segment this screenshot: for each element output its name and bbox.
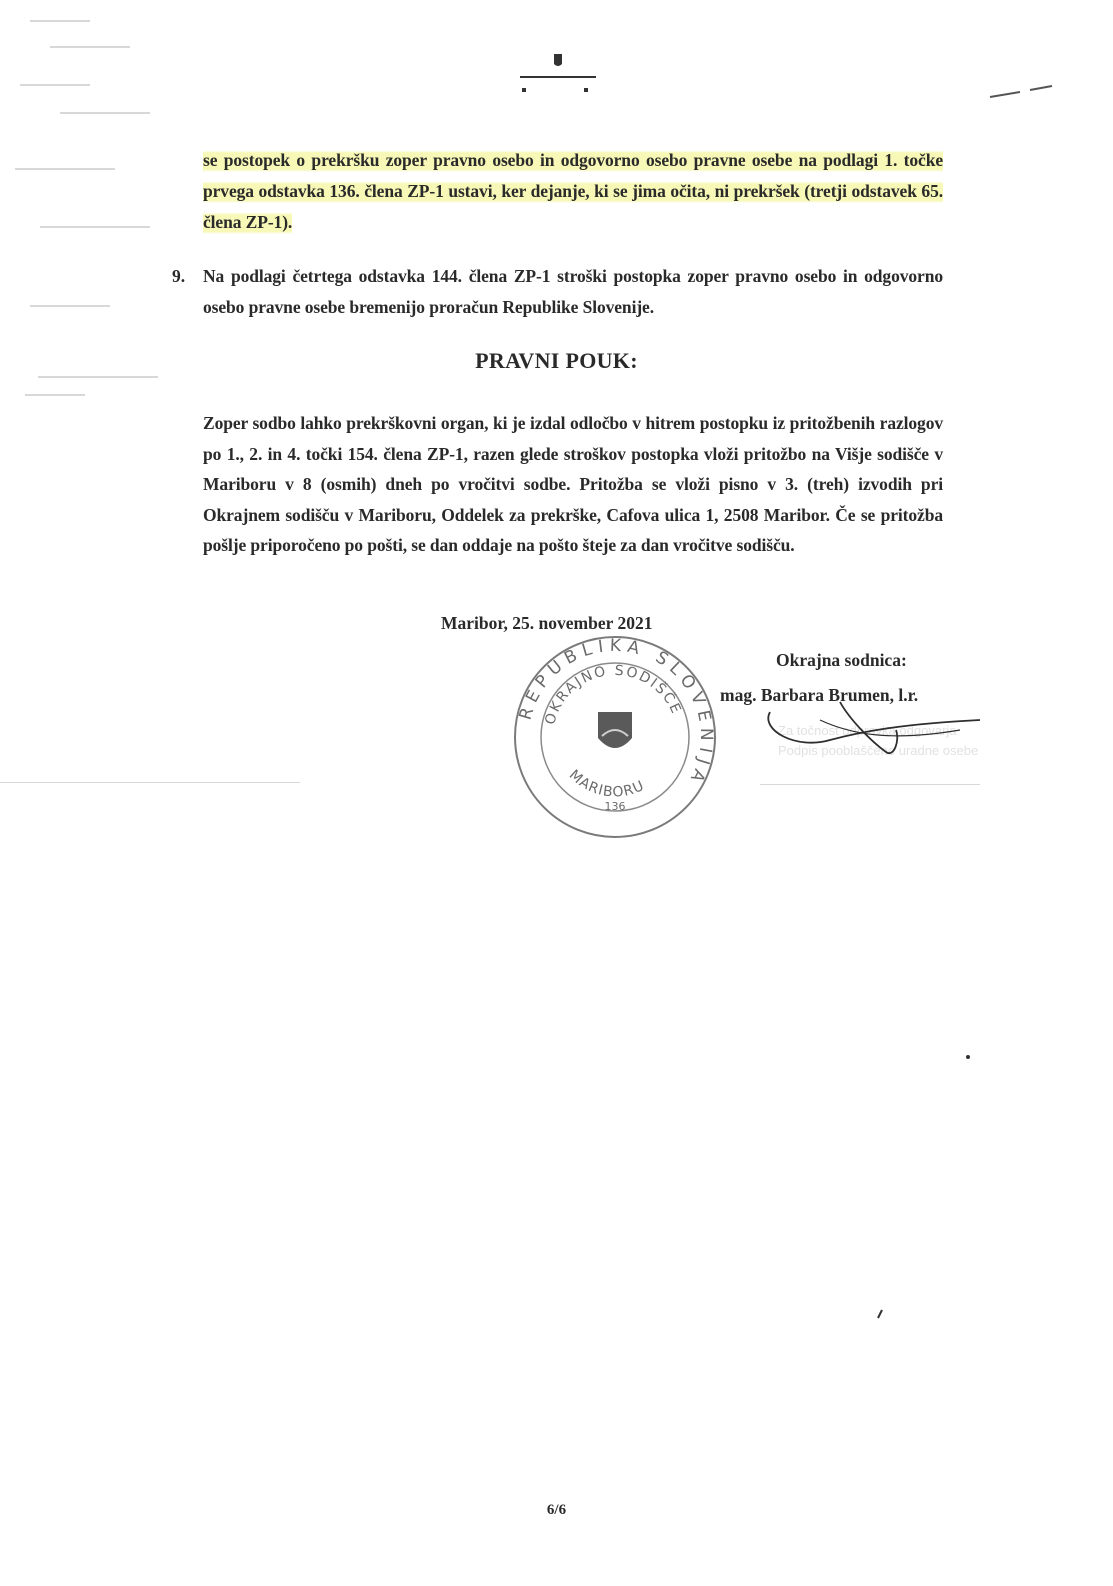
coat-of-arms-icon	[598, 712, 632, 748]
place-date: Maribor, 25. november 2021	[441, 613, 653, 633]
legal-instruction-paragraph: Zoper sodbo lahko prekrškovni organ, ki je izdal odločbo v hitrem postopku iz pritožbenih razlogov po 1., 2. in 4. točki 154. člena ZP-1, razen glede stroškov postopka vloži pritožbo na Višje sodišče v Mariboru v 8 (osmih) dneh po vročitvi sodbe. Pritožba se vloži pisno v 3. (treh) izvodih pri Okrajnem sodišču v Mariboru, Oddelek za prekrške, Cafova ulica 1, 2508 Maribor. Če se pritožba pošlje priporočeno po pošti, se dan oddaje na pošto šteje za dan vročitve sodišču.	[203, 413, 943, 555]
signature	[700, 690, 1010, 770]
faded-note-line-1: Za točnost odpravka odgovarja	[778, 723, 957, 738]
stamp-inner-text: OKRAJNO SODIŠČE	[542, 662, 685, 727]
stamp-outer-text: REPUBLIKA SLOVENIJA	[515, 635, 717, 791]
svg-text:MARIBORU	[566, 767, 647, 801]
stamp-bottom-text: MARIBORU	[565, 767, 648, 801]
page-number: 6/6	[546, 1502, 567, 1518]
section-heading: PRAVNI POUK:	[475, 348, 638, 373]
faded-note-line-2: Podpis pooblaščene uradne osebe	[778, 743, 979, 758]
highlighted-text: se postopek o prekršku zoper pravno osebo in odgovorno osebo pravne osebe na podlagi 1. točke prvega odstavka 136. člena ZP-1 ustavi, ker dejanje, ki se jima očita, ni prekršek (tretji odstavek 65. člena ZP-1).	[203, 150, 943, 232]
item-9-number: 9.	[172, 266, 186, 286]
paragraph-8-continued	[203, 145, 943, 238]
coat-of-arms-icon	[518, 50, 598, 100]
judge-title: Okrajna sodnica:	[776, 650, 907, 670]
court-stamp	[510, 632, 720, 842]
judge-name: mag. Barbara Brumen, l.r.	[720, 685, 919, 705]
item-9-text: Na podlagi četrtega odstavka 144. člena ZP-1 stroški postopka zoper pravno osebo in odgovorno osebo pravne osebe bremenijo proračun Republike Slovenije.	[203, 266, 943, 317]
stamp-number: 136	[604, 800, 626, 813]
